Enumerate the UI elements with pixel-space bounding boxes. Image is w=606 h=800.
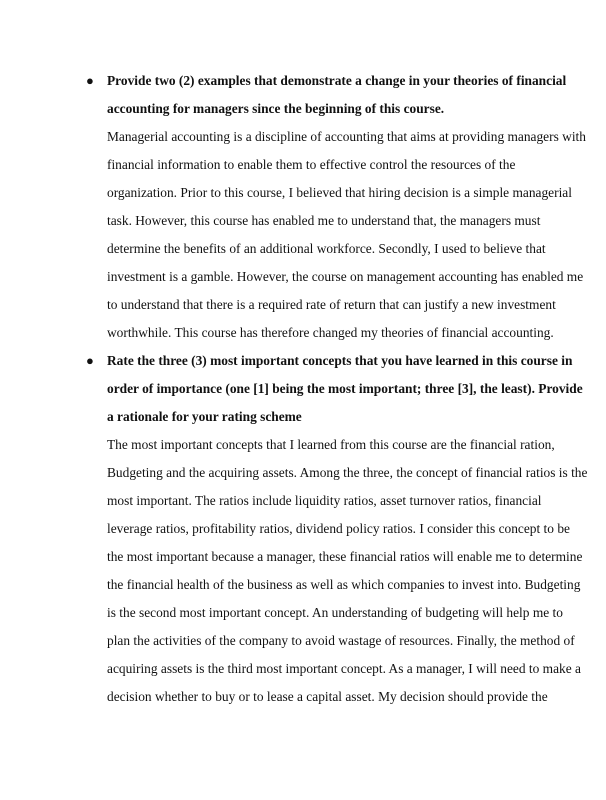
answer-line: task. However, this course has enabled me to understand that, the managers must xyxy=(107,213,541,228)
question-1 xyxy=(0,67,606,123)
answer-line: leverage ratios, profitability ratios, dividend policy ratios. I consider this concept to be xyxy=(107,521,570,536)
answer-line: organization. Prior to this course, I believed that hiring decision is a simple managerial xyxy=(107,185,572,200)
answer-line: worthwhile. This course has therefore changed my theories of financial accounting. xyxy=(107,325,554,340)
answer-line: investment is a gamble. However, the course on management accounting has enabled me xyxy=(107,269,584,284)
question-line xyxy=(0,67,606,95)
question-text: Provide two (2) examples that demonstrate a change in your theories of financial xyxy=(107,73,567,88)
answer-line: Managerial accounting is a discipline of accounting that aims at providing managers with xyxy=(107,129,586,144)
answer-line: is the second most important concept. An understanding of budgeting will help me to xyxy=(107,605,563,620)
question-line: order of importance (one [1] being the most important; three [3], the least). Provide xyxy=(107,381,583,396)
answer-line: acquiring assets is the third most important concept. As a manager, I will need to make a xyxy=(107,661,581,676)
answer-line: determine the benefits of an additional workforce. Secondly, I used to believe that xyxy=(107,241,546,256)
question-text: Rate the three (3) most important concepts that you have learned in this course in xyxy=(107,353,573,368)
question-line: accounting for managers since the beginning of this course. xyxy=(107,101,445,116)
answer-line: the most important because a manager, these financial ratios will enable me to determine xyxy=(107,549,583,564)
answer-line: financial information to enable them to effective control the resources of the xyxy=(107,157,516,172)
bullet-icon: ● xyxy=(86,353,94,368)
answer-2 xyxy=(0,431,606,711)
answer-line: The most important concepts that I learned from this course are the financial ration, xyxy=(107,437,555,452)
answer-line: to understand that there is a required rate of return that can justify a new investment xyxy=(107,297,556,312)
question-2 xyxy=(0,347,606,431)
answer-line: plan the activities of the company to avoid wastage of resources. Finally, the method of xyxy=(107,633,575,648)
answer-1 xyxy=(0,123,606,347)
question-line xyxy=(0,347,606,375)
answer-line: the financial health of the business as well as which companies to invest into. Budgeting xyxy=(107,577,581,592)
answer-line: Budgeting and the acquiring assets. Among the three, the concept of financial ratios is the xyxy=(107,465,588,480)
answer-line: most important. The ratios include liquidity ratios, asset turnover ratios, financial xyxy=(107,493,542,508)
question-line: a rationale for your rating scheme xyxy=(107,409,302,424)
document-page xyxy=(0,67,606,711)
bullet-icon: ● xyxy=(86,73,94,88)
answer-line: decision whether to buy or to lease a capital asset. My decision should provide the xyxy=(107,689,548,704)
